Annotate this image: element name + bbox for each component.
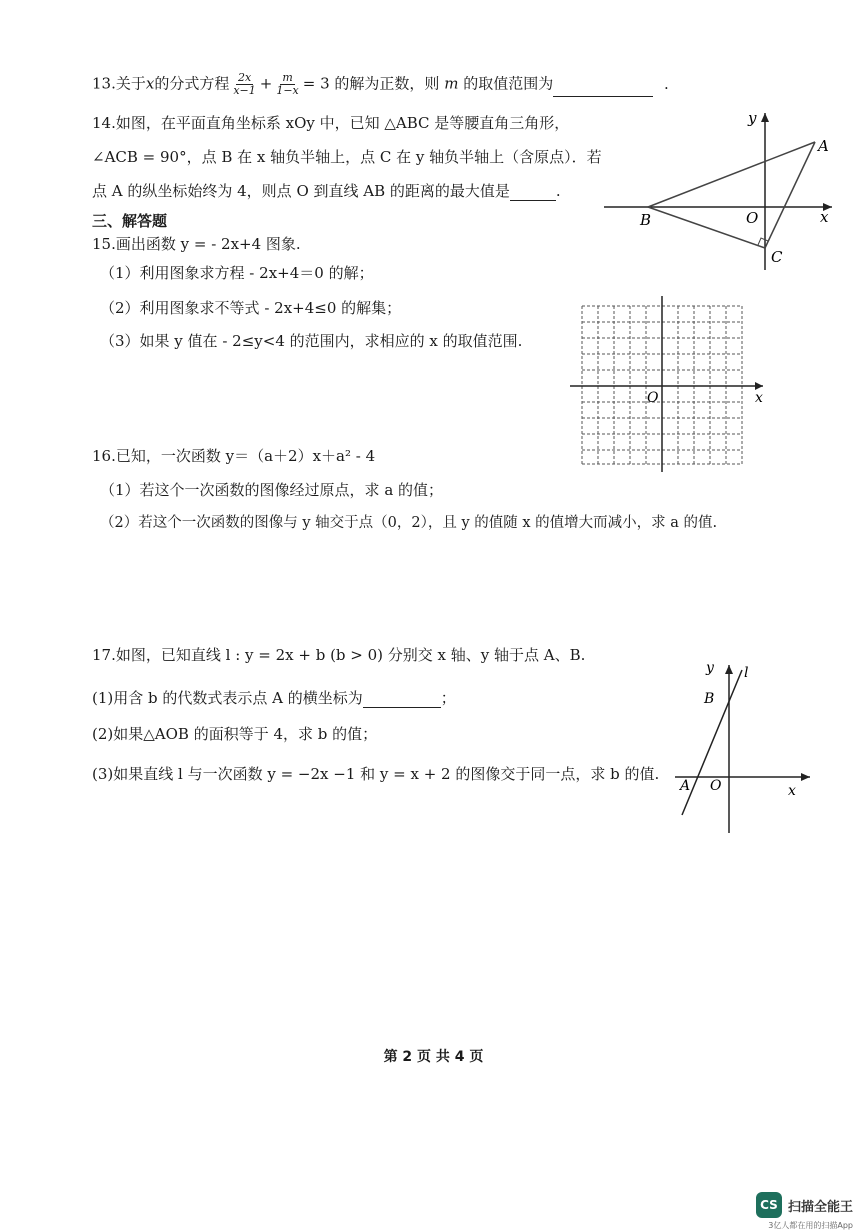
label-y: y [706, 660, 714, 676]
q16-title: 16.已知，一次函数 y＝（a＋2）x＋a² - 4 [92, 447, 376, 465]
q14-line1: 14.如图，在平面直角坐标系 xOy 中，已知 △ABC 是等腰直角三角形， [92, 114, 570, 132]
q17-part2: (2)如果△AOB 的面积等于 4，求 b 的值； [92, 725, 378, 743]
label-O: O [710, 778, 722, 794]
q17-title: 17.如图，已知直线 l : y = 2x + b (b > 0) 分别交 x 轴、y 轴于点 A、B. [92, 646, 586, 664]
q14-line3: 点 A 的纵坐标始终为 4，则点 O 到直线 AB 的距离的最大值是 . [92, 182, 561, 200]
label-A: A [818, 137, 829, 155]
q15-part3: （3）如果 y 值在 - 2≤y<4 的范围内，求相应的 x 的取值范围. [100, 332, 523, 350]
label-y: y [748, 109, 757, 127]
label-x: x [788, 783, 796, 799]
label-C: C [771, 248, 783, 266]
page-footer: 第 2 页 共 4 页 [383, 1049, 484, 1065]
q17-part1: (1)用含 b 的代数式表示点 A 的横坐标为 ； [92, 689, 456, 707]
answer-blank-17[interactable] [363, 691, 441, 708]
watermark-sub: 3亿人都在用的扫描App [768, 1221, 853, 1230]
label-B: B [640, 211, 652, 229]
answer-blank-13[interactable] [553, 80, 653, 97]
q15-grid [565, 292, 775, 477]
fraction-1: $\frac{2x}{x-1}$ [233, 71, 256, 97]
label-B: B [704, 691, 715, 707]
q15-part1: （1）利用图象求方程 - 2x+4＝0 的解； [100, 264, 374, 282]
watermark-name: 扫描全能王 [787, 1199, 853, 1215]
label-O: O [647, 390, 659, 406]
q17-figure [670, 655, 820, 840]
q14-line2: ∠ACB = 90°，点 B 在 x 轴负半轴上，点 C 在 y 轴负半轴上（含原点）．若 [92, 148, 602, 166]
camscanner-logo: CS [756, 1192, 782, 1218]
label-O: O [746, 209, 759, 227]
label-x: x [755, 390, 763, 406]
label-A: A [680, 778, 691, 794]
scanner-watermark [756, 1192, 853, 1230]
q17-part3: (3)如果直线 l 与一次函数 y = −2x −1 和 y = x + 2 的图像交于同一点，求 b 的值. [92, 765, 660, 783]
fraction-2: $\frac{m}{1-x}$ [276, 71, 299, 97]
answer-blank-14[interactable] [510, 184, 556, 201]
section-title: 三、解答题 [92, 212, 168, 230]
q16-part2: （2）若这个一次函数的图像与 y 轴交于点（0，2），且 y 的值随 x 的值增大而减小，求 a 的值. [100, 515, 718, 531]
q13-text: 13.关于x的分式方程 $\frac{2x}{x-1}$ + $\frac{m}{1-x}$ = 3 的解为正数，则 m 的取值范围为 . [92, 71, 669, 97]
q15-part2: （2）利用图象求不等式 - 2x+4≤0 的解集； [100, 299, 402, 317]
q15-title: 15.画出函数 y = - 2x+4 图象. [92, 235, 301, 253]
q16-part1: （1）若这个一次函数的图像经过原点，求 a 的值； [100, 481, 444, 499]
label-l: l [744, 665, 749, 681]
label-x: x [820, 208, 829, 226]
q14-figure [600, 105, 840, 275]
